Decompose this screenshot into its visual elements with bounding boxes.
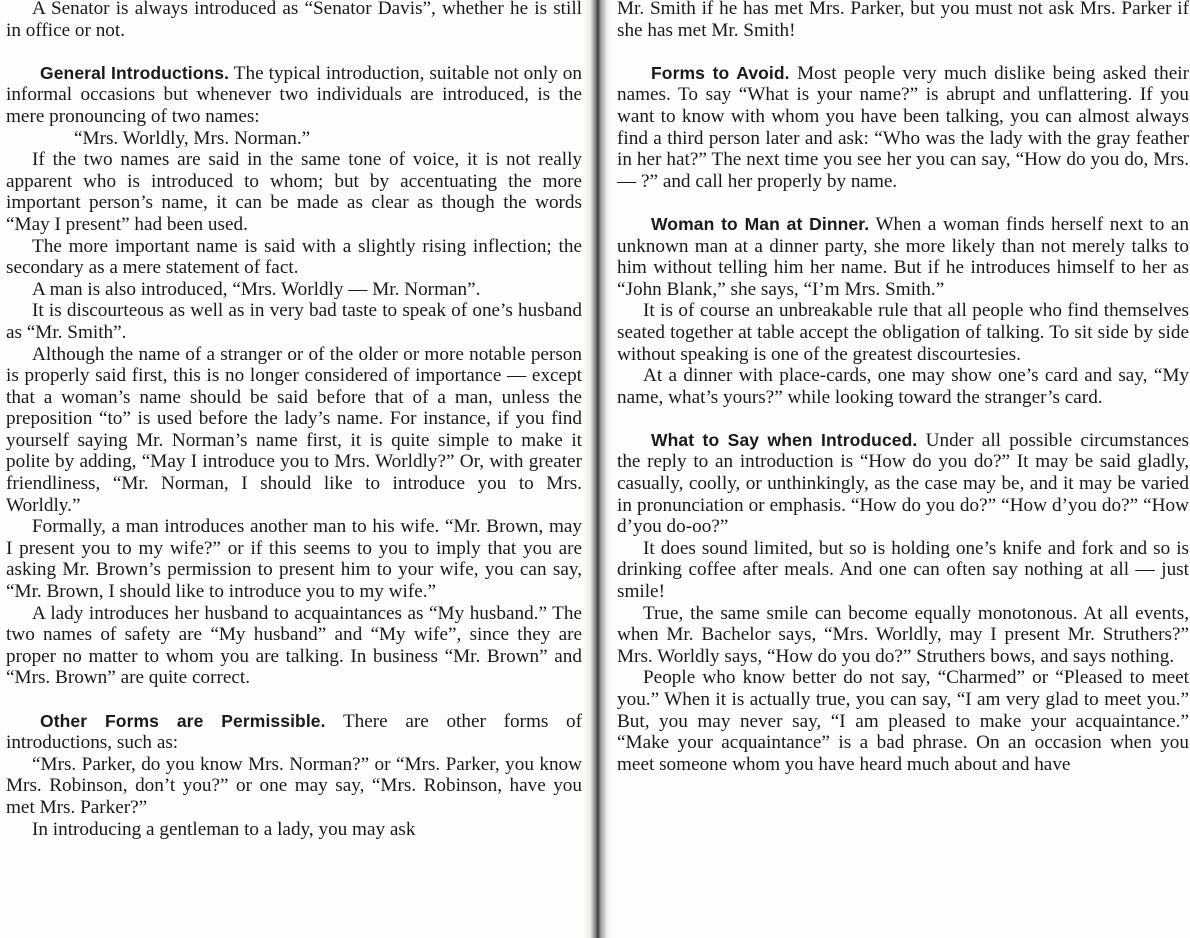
- paragraph-text: There are other forms of introductions, such as:: [6, 710, 582, 754]
- woman-to-man-paragraph: [617, 214, 1189, 300]
- section-woman-to-man: [617, 214, 1189, 408]
- senator-paragraph: A Senator is always introduced as “Senator Davis”, whether he is still in office or not.: [6, 0, 582, 41]
- paragraph: People who know better do not say, “Charmed” or “Pleased to meet you.” When it is actually true, you can say, “I am very glad to meet you.” But, you may never say, “I am pleased to make your acquaintance.” “Make your acquaintance” is a bad phrase. On an occasion when you meet someone whom you have heard much about and have: [617, 667, 1189, 775]
- section-forms-to-avoid: [617, 63, 1189, 193]
- paragraph-text: When a woman finds herself next to an unknown man at a dinner party, she more likely than not merely talks to him without telling him her name. But if he introduces himself to her as “John Blank,” she says, “I’m Mrs. Smith.”: [617, 213, 1190, 300]
- paragraph: In introducing a gentleman to a lady, you may ask: [32, 818, 416, 840]
- general-intro-paragraph: [6, 63, 582, 128]
- paragraph: It is discourteous as well as in very bad taste to speak of one’s husband as “Mr. Smith”.: [6, 300, 582, 343]
- page-gutter-shadow: [583, 0, 613, 938]
- paragraph: It does sound limited, but so is holding one’s knife and fork and so is drinking coffee after meals. And one can often say nothing at all — just smile!: [617, 537, 1189, 603]
- paragraph: It is of course an unbreakable rule that all people who find themselves seated together at table accept the obligation of talking. To sit side by side without speaking is one of the greatest discourtesies.: [617, 300, 1189, 365]
- paragraph: Although the name of a stranger or of the older or more notable person is properly said first, this is no longer considered of importance — except that a woman’s name should be said before that of a man, unless the preposition “to” is used before the lady’s name. For instance, if you find yourself saying Mr. Norman’s name first, it is quite simple to make it polite by adding, “May I introduce you to Mrs. Worldly?” Or, with greater friendliness, “Mr. Norman, I should like to introduce you to Mrs. Worldly.”: [6, 343, 582, 516]
- spacer: [617, 41, 1189, 63]
- section-heading: Other Forms are Permissible.: [40, 710, 326, 731]
- paragraph: A man is also introduced, “Mrs. Worldly — Mr. Norman”.: [32, 278, 481, 300]
- paragraph: “Mrs. Parker, do you know Mrs. Norman?” or “Mrs. Parker, you know Mrs. Robinson, don’t you?” or one may say, “Mrs. Robinson, have you met Mrs. Parker?”: [6, 753, 582, 818]
- section-other-forms: [6, 711, 582, 841]
- paragraph: A lady introduces her husband to acquaintances as “My husband.” The two names of safety are “My husband” and “My wife”, since they are proper no matter to whom you are talking. In business “Mr. Brown” and “Mrs. Brown” are quite correct.: [6, 602, 582, 689]
- spacer: [6, 689, 582, 711]
- spacer: [6, 41, 582, 63]
- section-general-introductions: [6, 63, 582, 689]
- paragraph: The more important name is said with a slightly rising inflection; the secondary as a mere statement of fact.: [6, 235, 582, 279]
- what-to-say-paragraph: [617, 430, 1189, 538]
- paragraph-text: Under all possible circumstances the reply to an introduction is “How do you do?” It may be said gladly, casually, coolly, or unthinkingly, as the case may be, and it may be varied in pronunciation or emphasis. “How do you do?” “How d’you do?” “How d’you do-oo?”: [617, 429, 1190, 538]
- paragraph: True, the same smile can become equally monotonous. At all events, when Mr. Bachelor says, “Mrs. Worldly, may I present Mr. Struthers?” Mrs. Worldly says, “How do you do?” Struthers bows, and says nothing.: [617, 602, 1189, 667]
- continuation-paragraph: Mr. Smith if he has met Mrs. Parker, but you must not ask Mrs. Parker if she has met Mr. Smith!: [617, 0, 1189, 41]
- example-quote: “Mrs. Worldly, Mrs. Norman.”: [74, 127, 311, 149]
- section-what-to-say: [617, 430, 1189, 776]
- paragraph-text: Most people very much dislike being asked their names. To say “What is your name?” is abrupt and unflattering. If you want to know with whom you have been talking, you can almost always find a third person later and ask: “Who was the lady with the gray feather in her hat?” The next time you see her you can say, “How do you do, Mrs. — ?” and call her properly by name.: [617, 62, 1189, 192]
- section-heading: Woman to Man at Dinner.: [651, 213, 870, 234]
- paragraph: At a dinner with place-cards, one may show one’s card and say, “My name, what’s yours?” while looking toward the stranger’s card.: [617, 365, 1189, 408]
- section-heading: General Introductions.: [40, 62, 230, 83]
- paragraph: Formally, a man introduces another man to his wife. “Mr. Brown, may I present you to my wife?” or if this seems to you to imply that you are asking Mr. Brown’s permission to present him to your wife, you can say, “Mr. Brown, I should like to introduce you to my wife.”: [6, 516, 582, 603]
- paragraph-text: The typical introduction, suitable not only on informal occasions but whenever two individuals are introduced, is the mere pronouncing of two names:: [6, 62, 582, 127]
- forms-to-avoid-paragraph: [617, 63, 1189, 193]
- section-heading: What to Say when Introduced.: [651, 429, 918, 450]
- spacer: [617, 192, 1189, 214]
- section-heading: Forms to Avoid.: [651, 62, 790, 83]
- spacer: [617, 408, 1189, 430]
- left-column: [6, 0, 582, 840]
- other-forms-paragraph: [6, 711, 582, 754]
- right-column: [617, 0, 1189, 775]
- paragraph: If the two names are said in the same tone of voice, it is not really apparent who is introduced to whom; but by accentuating the more important person’s name, it can be made as clear as though the words “May I present” had been used.: [6, 149, 582, 235]
